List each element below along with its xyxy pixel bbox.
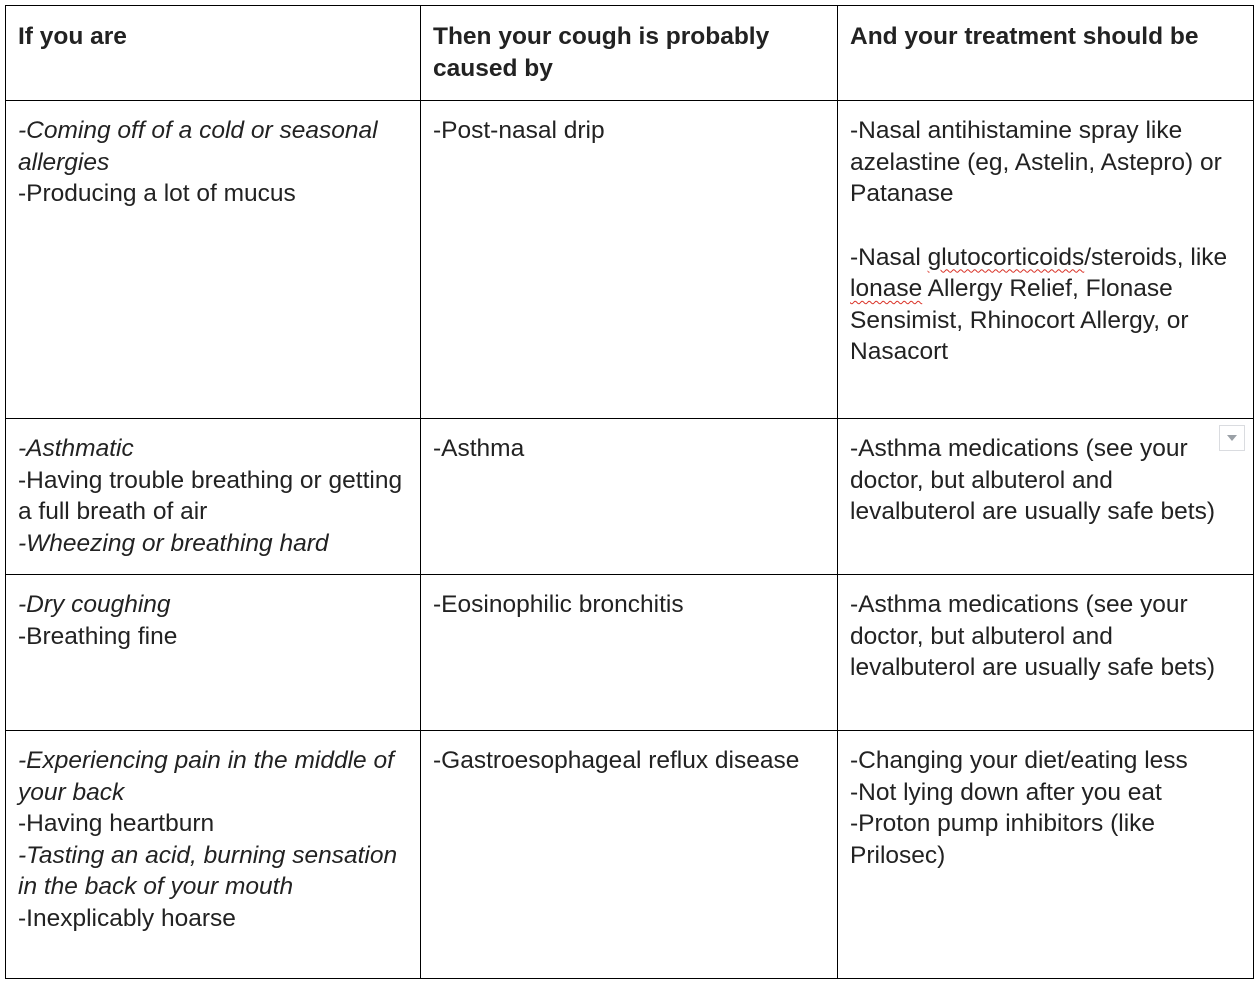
- treatment-text: [850, 242, 1241, 368]
- symptom-text: -Inexplicably hoarse: [18, 904, 236, 932]
- cause-cell[interactable]: [421, 575, 838, 731]
- symptom-text: -Asthmatic: [18, 435, 134, 462]
- header-cause: Then your cough is probably caused by: [433, 23, 770, 82]
- treatment-text: -Asthma medications (see your doctor, but albuterol and levalbuterol are usually safe bets): [850, 435, 1215, 525]
- treatment-text-part: Allergy Relief, Flonase Sensimist, Rhinocort Allergy, or Nasacort: [850, 275, 1189, 365]
- symptom-text: -Wheezing or breathing hard: [18, 529, 329, 557]
- header-cell[interactable]: [838, 6, 1254, 101]
- header-cell[interactable]: [421, 6, 838, 101]
- header-cell[interactable]: [6, 6, 421, 101]
- symptom-text: -Producing a lot of mucus: [18, 180, 296, 207]
- treatment-text: -Asthma medications (see your doctor, but albuterol and levalbuterol are usually safe bets): [850, 591, 1215, 681]
- cause-cell[interactable]: [421, 731, 838, 979]
- paragraph-spacer: [850, 210, 1241, 242]
- symptom-text: -Having trouble breathing or getting a full breath of air: [18, 466, 403, 525]
- treatment-cell[interactable]: [838, 575, 1254, 731]
- symptoms-cell[interactable]: [6, 575, 421, 731]
- misspelled-word[interactable]: glutocorticoids: [927, 243, 1085, 271]
- symptom-text: -Dry coughing: [18, 591, 171, 618]
- treatment-text: -Nasal antihistamine spray like azelastine (eg, Astelin, Astepro) or Patanase: [850, 117, 1222, 207]
- cause-cell[interactable]: [421, 419, 838, 575]
- cause-text: -Gastroesophageal reflux disease: [433, 747, 800, 774]
- symptoms-cell[interactable]: [6, 731, 421, 979]
- treatment-text: -Not lying down after you eat: [850, 778, 1162, 806]
- symptoms-cell[interactable]: [6, 419, 421, 575]
- cause-cell[interactable]: [421, 101, 838, 419]
- cause-text: -Post-nasal drip: [433, 117, 605, 144]
- treatment-text: -Changing your diet/eating less: [850, 747, 1188, 774]
- treatment-cell[interactable]: [838, 731, 1254, 979]
- treatment-text-part: -Nasal: [850, 243, 928, 271]
- cause-text: -Eosinophilic bronchitis: [433, 591, 684, 618]
- header-if-you-are: If you are: [18, 23, 127, 50]
- misspelled-word[interactable]: lonase: [850, 275, 923, 302]
- cough-treatment-table: [5, 5, 1254, 979]
- table-row: [6, 731, 1254, 979]
- symptoms-cell[interactable]: [6, 101, 421, 419]
- treatment-cell[interactable]: [838, 419, 1254, 575]
- treatment-text-part: /steroids, like: [1084, 243, 1228, 271]
- symptom-text: -Having heartburn: [18, 810, 215, 837]
- header-row: [6, 6, 1254, 101]
- chevron-down-icon[interactable]: [1219, 425, 1245, 451]
- table-row: [6, 419, 1254, 575]
- symptom-text: -Experiencing pain in the middle of your back: [18, 747, 394, 806]
- table-row: [6, 575, 1254, 731]
- symptom-text: -Breathing fine: [18, 622, 178, 650]
- table-row: [6, 101, 1254, 419]
- cause-text: -Asthma: [433, 435, 525, 462]
- header-treatment: And your treatment should be: [850, 23, 1199, 50]
- treatment-text: -Proton pump inhibitors (like Prilosec): [850, 810, 1156, 869]
- treatment-cell[interactable]: [838, 101, 1254, 419]
- symptom-text: -Tasting an acid, burning sensation in the back of your mouth: [18, 841, 398, 900]
- symptom-text: -Coming off of a cold or seasonal allergies: [18, 117, 378, 176]
